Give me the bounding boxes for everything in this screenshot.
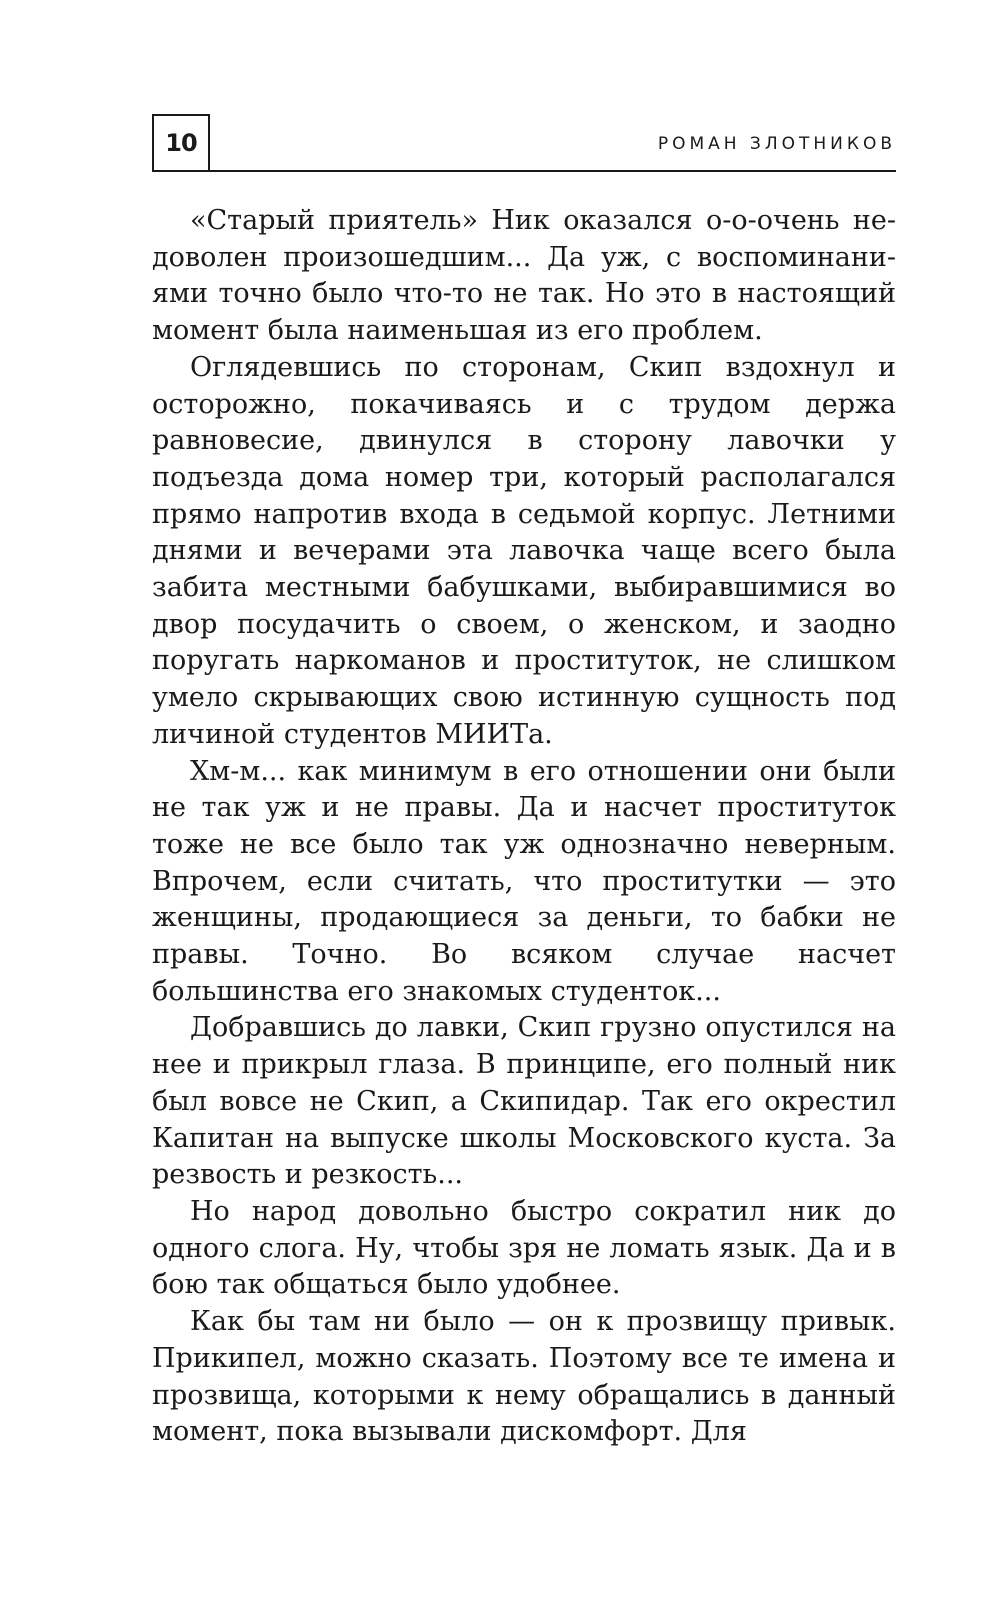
- paragraph: Но народ довольно быстро сократил ник до одного слога. Ну, чтобы зря не ломать язык. Да и в бою так общаться было удобнее.: [152, 1195, 896, 1301]
- paragraph: Оглядевшись по сторонам, Скип вздохнул и осторожно, покачиваясь и с трудом держа равновесие, двинулся в сторону лавочки у подъезда дома номер три, который располагался прямо напротив входа в седьмой корпус. Летними днями и вечерами эта лавочка чаще всего была забита местными бабушками, выбиравшимися во двор посудачить о своем, о женском, и заодно поругать наркоманов и проституток, не слишком умело скрывающих свою истинную сущность под личиной студентов МИИТа.: [152, 351, 896, 750]
- page-number: 10: [152, 114, 210, 172]
- paragraph: Добравшись до лавки, Скип грузно опустился на нее и прикрыл глаза. В принципе, его полный ник был вовсе не Скип, а Скипидар. Так его окрестил Капитан на выпуске школы Московского куста. За резвость и резкость...: [152, 1012, 896, 1191]
- paragraph: «Старый приятель» Ник оказался о-о-очень недоволен произошедшим... Да уж, с воспоминаниями точно было что-то не так. Но это в настоящий момент была наименьшая из его проблем.: [152, 205, 896, 347]
- header-rule: [208, 170, 896, 172]
- running-title: РОМАН ЗЛОТНИКОВ: [657, 134, 896, 154]
- body-text: [152, 203, 896, 1451]
- paragraph: Хм-м... как минимум в его отношении они были не так уж и не правы. Да и насчет проституток тоже не все было так уж однозначно неверным. Впрочем, если считать, что проститутки — это женщины, продающиеся за деньги, то бабки не правы. Точно. Во всяком случае насчет большинства его знакомых студенток...: [152, 755, 896, 1007]
- page-header: [152, 114, 896, 174]
- paragraph: Как бы там ни было — он к прозвищу привык. Прикипел, можно сказать. Поэтому все те имена и прозвища, которыми к нему обращались в данный момент, пока вызывали дискомфорт. Для: [152, 1306, 896, 1448]
